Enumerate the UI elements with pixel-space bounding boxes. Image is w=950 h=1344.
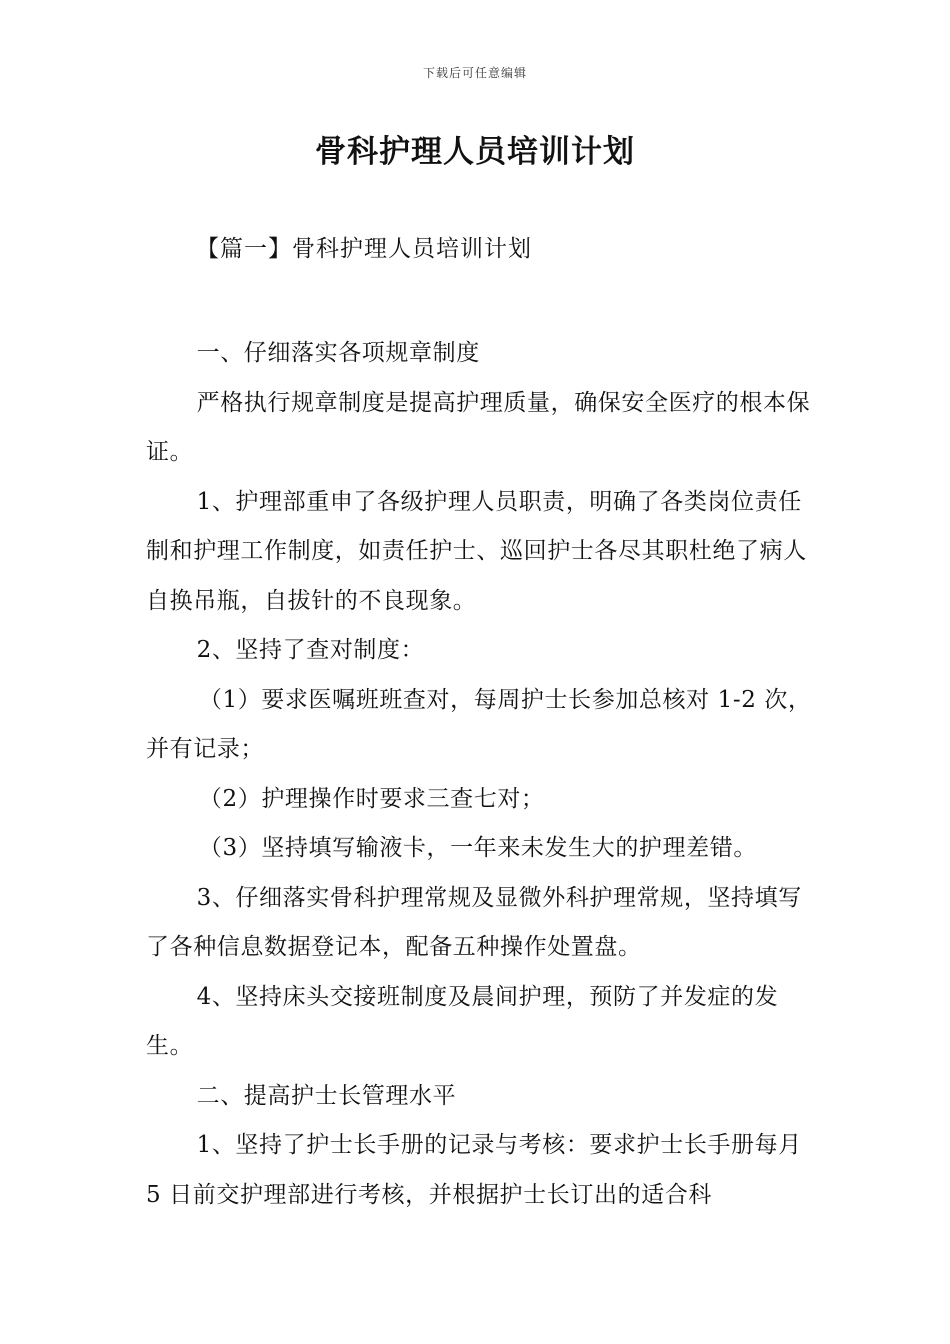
paragraph-sub-item: （2）护理操作时要求三查七对； [198, 785, 545, 812]
paragraph: 1、坚持了护士长手册的记录与考核：要求护士长手册每月 5 日前交护理部进行考核，并根据护士长订出的适合科 [146, 1132, 802, 1208]
paragraph-heading-2: 二、提高护士长管理水平 [196, 1082, 457, 1109]
section-heading: 【篇一】骨科护理人员培训计划 [196, 236, 532, 262]
paragraph-sub-item: （1）要求医嘱班班查对，每周护士长参加总核对 1-2 次，并有记录； [146, 686, 812, 762]
paragraph: 1、护理部重申了各级护理人员职责，明确了各类岗位责任制和护理工作制度，如责任护士、巡回护士各尽其职杜绝了病人自换吊瓶，自拔针的不良现象。 [146, 488, 807, 614]
paragraph: 3、仔细落实骨科护理常规及显微外科护理常规，坚持填写了各种信息数据登记本，配备五种操作处置盘。 [146, 884, 802, 960]
paragraph: 4、坚持床头交接班制度及晨间护理，预防了并发症的发生。 [146, 983, 779, 1059]
document-title: 骨科护理人员培训计划 [315, 134, 635, 170]
paragraph: 2、坚持了查对制度： [196, 637, 425, 663]
header-note: 下载后可任意编辑 [422, 66, 527, 80]
paragraph-sub-item: （3）坚持填写输液卡，一年来未发生大的护理差错。 [198, 835, 757, 861]
document-body [146, 329, 812, 1220]
paragraph: 严格执行规章制度是提高护理质量，确保安全医疗的根本保证。 [146, 389, 811, 465]
paragraph-heading-1: 一、仔细落实各项规章制度 [196, 340, 480, 366]
